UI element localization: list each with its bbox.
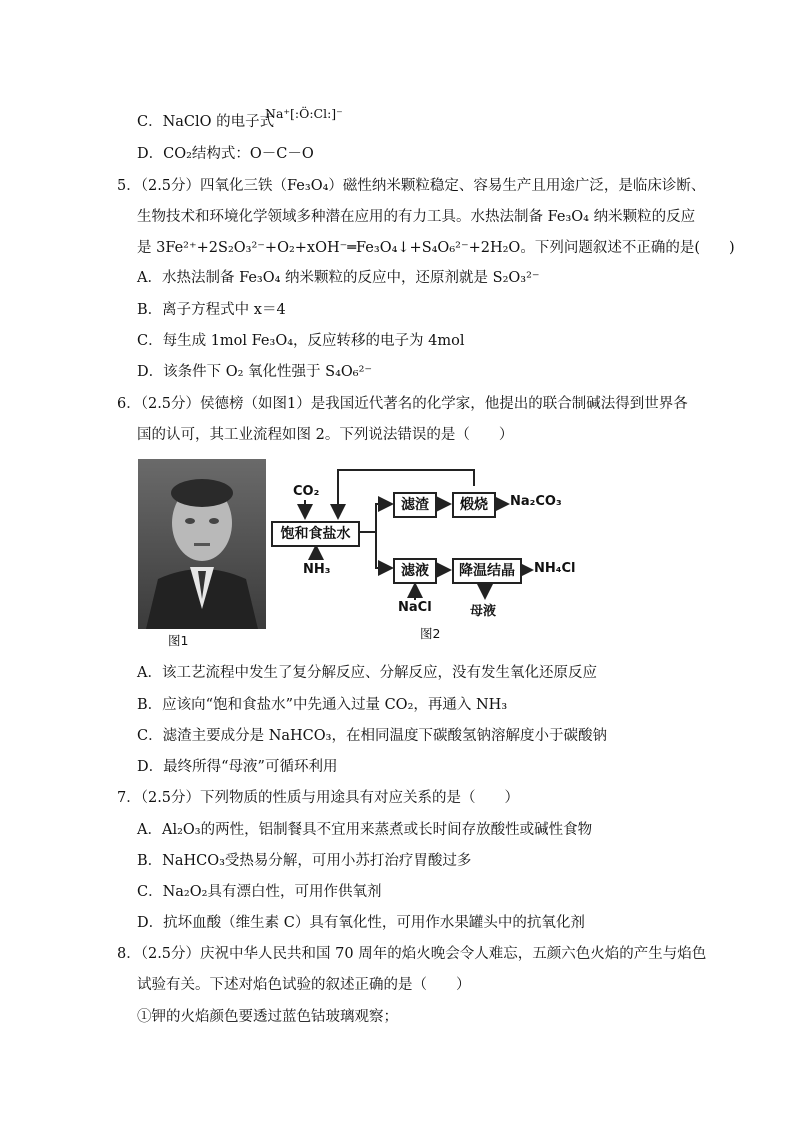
label-nh4cl-output: NH₄Cl	[534, 561, 576, 576]
label-co2-input: CO₂	[293, 484, 320, 499]
portrait-photo	[138, 459, 266, 629]
q8-item-1: ①钾的火焰颜色要透过蓝色钴玻璃观察；	[137, 1009, 398, 1025]
label-na2co3-output: Na₂CO₃	[510, 494, 562, 509]
q5-stem-line3: 是 3Fe²⁺+2S₂O₃²⁻+O₂+xOH⁻═Fe₃O₄↓+S₄O₆²⁻+2H₂O。下列问题叙述不正确的是( )	[137, 240, 735, 256]
label-nh3-input: NH₃	[303, 562, 331, 577]
box-cooling-crystallization: 降温结晶	[452, 558, 522, 584]
q7-option-a: A．Al₂O₃的两性，铝制餐具不宜用来蒸煮或长时间存放酸性或碱性食物	[137, 822, 593, 838]
figure-1-caption: 图1	[168, 633, 189, 648]
label-mother-liquor: 母液	[470, 604, 497, 619]
q4-option-c: C．NaClO 的电子式	[137, 114, 275, 130]
box-filter-residue: 滤渣	[393, 492, 437, 518]
box-saturated-brine: 饱和食盐水	[271, 521, 360, 547]
box-filtrate: 滤液	[393, 558, 437, 584]
q5-option-b: B．离子方程式中 x＝4	[137, 302, 286, 318]
q6-stem-line1: 6．（2.5分）侯德榜（如图1）是我国近代著名的化学家，他提出的联合制碱法得到世界各	[117, 396, 688, 412]
q6-option-b: B．应该向“饱和食盐水”中先通入过量 CO₂，再通入 NH₃	[137, 697, 508, 713]
q7-option-c: C．Na₂O₂具有漂白性，可用作供氧剂	[137, 884, 382, 900]
q5-option-a: A．水热法制备 Fe₃O₄ 纳米颗粒的反应中，还原剂就是 S₂O₃²⁻	[137, 270, 540, 286]
q5-stem-line2: 生物技术和环境化学领域多种潜在应用的有力工具。水热法制备 Fe₃O₄ 纳米颗粒的反应	[137, 209, 696, 225]
box-calcination: 煅烧	[452, 492, 496, 518]
q8-stem-line1: 8．（2.5分）庆祝中华人民共和国 70 周年的焰火晚会令人难忘，五颜六色火焰的产生与焰色	[117, 946, 707, 962]
q7-stem: 7．（2.5分）下列物质的性质与用途具有对应关系的是（ ）	[117, 790, 520, 806]
q5-option-c: C．每生成 1mol Fe₃O₄，反应转移的电子为 4mol	[137, 333, 465, 349]
label-nacl-input: NaCl	[398, 600, 432, 615]
naclo-electron-formula: Na⁺[:Ö:Cl:]⁻	[265, 106, 343, 121]
q4-option-d: D．CO₂结构式：O－C－O	[137, 146, 314, 162]
q8-stem-line2: 试验有关。下述对焰色试验的叙述正确的是（ ）	[137, 977, 471, 993]
figure-2-caption: 图2	[420, 626, 441, 641]
q6-option-c: C．滤渣主要成分是 NaHCO₃，在相同温度下碳酸氢钠溶解度小于碳酸钠	[137, 728, 607, 744]
q5-option-d: D．该条件下 O₂ 氧化性强于 S₄O₆²⁻	[137, 364, 373, 380]
q6-option-d: D．最终所得“母液”可循环利用	[137, 759, 338, 775]
q6-stem-line2: 国的认可，其工业流程如图 2。下列说法错误的是（ ）	[137, 427, 514, 443]
q7-option-d: D．抗坏血酸（维生素 C）具有氧化性，可用作水果罐头中的抗氧化剂	[137, 915, 585, 931]
q5-stem-line1: 5．（2.5分）四氧化三铁（Fe₃O₄）磁性纳米颗粒稳定、容易生产且用途广泛，是临床诊断、	[117, 178, 706, 194]
q6-option-a: A．该工艺流程中发生了复分解反应、分解反应，没有发生氧化还原反应	[137, 665, 597, 681]
q7-option-b: B．NaHCO₃受热易分解，可用小苏打治疗胃酸过多	[137, 853, 472, 869]
